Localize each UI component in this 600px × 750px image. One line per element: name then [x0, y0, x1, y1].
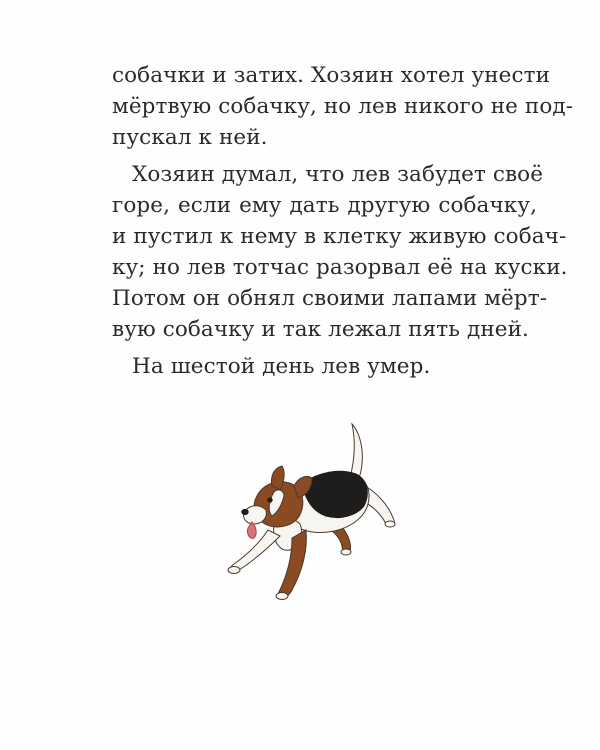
text-line: мёртвую собачку, но лев никого не под- — [112, 94, 574, 119]
story-text — [112, 60, 574, 382]
text-line: горе, если ему дать другую собачку, — [112, 193, 537, 218]
text-line: пускал к ней. — [112, 125, 268, 150]
text-line: вую собачку и так лежал пять дней. — [112, 317, 529, 342]
text-line: ку; но лев тотчас разорвал её на куски. — [112, 255, 568, 280]
text-line: Потом он обнял своими лапами мёрт- — [112, 286, 548, 311]
paragraph-2 — [112, 159, 568, 345]
running-dog-icon — [222, 412, 412, 622]
text-line: и пустил к нему в клетку живую собач- — [112, 224, 567, 249]
paragraph-1 — [112, 60, 574, 153]
text-line: Хозяин думал, что лев забудет своё — [132, 162, 544, 187]
text-line: собачки и затих. Хозяин хотел унести — [112, 63, 551, 88]
text-line: На шестой день лев умер. — [132, 354, 431, 379]
paragraph-3 — [112, 351, 537, 382]
